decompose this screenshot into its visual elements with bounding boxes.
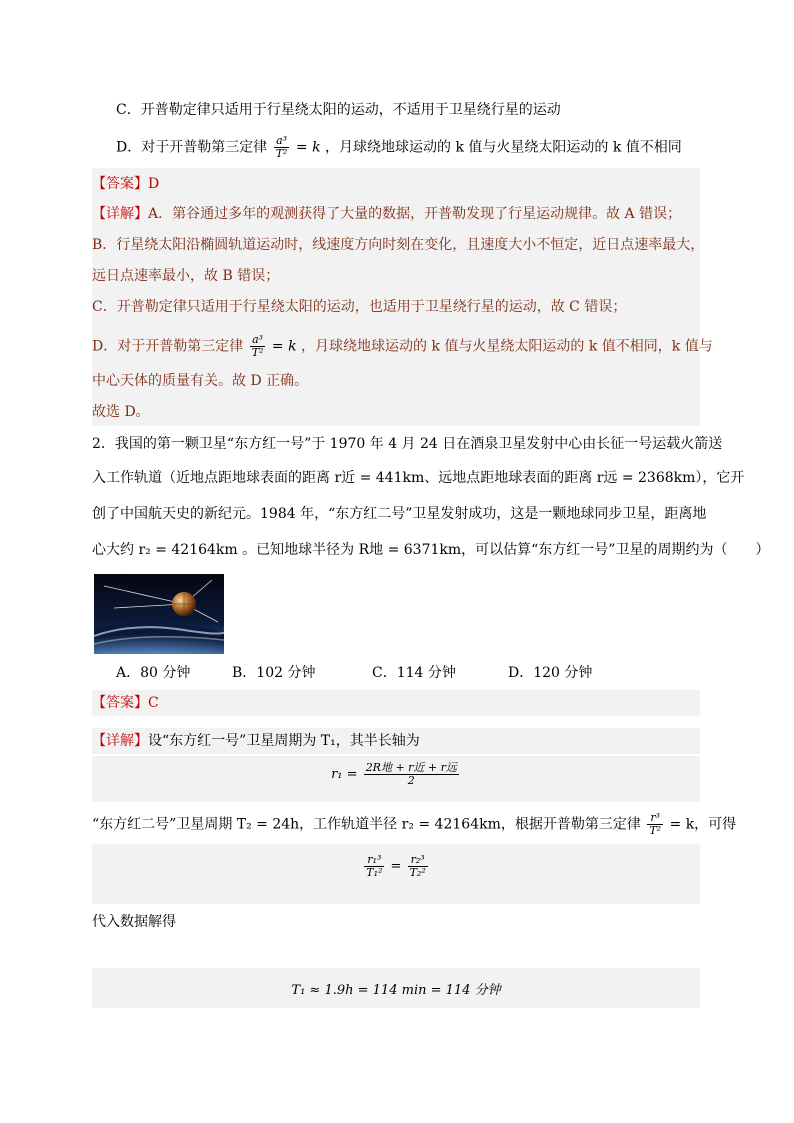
q2-answer-shade [92,690,700,716]
q1-detail-label: 【详解】 [92,206,148,222]
q1-answer-label: 【答案】D [92,176,160,192]
eq1-num: 2R地 + r近 + r远 [365,761,457,774]
q2-option-c: C．114 分钟 [372,665,456,681]
q2-substitute: 代入数据解得 [92,914,176,930]
kepler-formula-detail-den: T² [251,346,264,359]
kepler-formula-r-num: r³ [647,812,663,825]
q1-option-d-prefix: D．对于开普勒第三定律 [116,139,268,156]
q2-stem-line3: 创了中国航天史的新纪元。1984 年，“东方红二号”卫星发射成功，这是一颗地球同步卫星，距离地 [92,506,707,522]
q2-detail-intro-text: 设“东方红一号”卫星周期为 T₁，其半长轴为 [148,733,420,749]
kepler-formula-den: T² [275,147,288,160]
q2-detail-line2-text: “东方红二号”卫星周期 T₂ = 24h，工作轨道半径 r₂ = 42164km，根据开普勒第三定律 [92,816,641,833]
satellite-image [94,574,224,654]
eq1-fraction [364,762,459,787]
eq2-left-den: T₁² [366,866,383,879]
kepler-formula-num: a³ [274,135,290,148]
q1-detail-d1-suffix: ，月球绕地球运动的 k 值与火星绕太阳运动的 k 值不相同，k 值与 [301,338,713,355]
kepler-formula-detail-rhs: = k [271,338,297,355]
q1-conclusion: 故选 D。 [92,404,150,420]
kepler-formula [274,135,290,160]
q2-stem-line1: 2．我国的第一颗卫星“东方红一号”于 1970 年 4 月 24 日在酒泉卫星发射中心由长征一号运载火箭送 [92,436,723,452]
q1-option-d-suffix: ，月球绕地球运动的 k 值与火星绕太阳运动的 k 值不相同 [325,139,682,156]
q2-option-b: B．102 分钟 [232,665,316,681]
q2-stem-line2: 入工作轨道（近地点距地球表面的距离 r近 = 441km、远地点距地球表面的距离 r远 = 2368km），它开 [92,470,745,486]
kepler-formula-r-den: T² [649,824,662,837]
q1-detail-d1 [92,334,713,359]
q2-stem-line4: 心大约 r₂ = 42164km 。已知地球半径为 R地 = 6371km，可以估算“东方红一号”卫星的周期约为（ ） [92,542,770,558]
q1-detail-b2: 远日点速率最小，故 B 错误； [92,268,280,284]
eq2-right-num: r₂³ [408,854,428,867]
q1-detail-d1-prefix: D．对于开普勒第三定律 [92,338,244,355]
q2-option-a: A．80 分钟 [116,665,191,681]
kepler-formula-rhs: = k [295,139,321,156]
eq-semi-major-axis [92,762,700,787]
eq1-den: 2 [407,774,415,787]
q1-detail-c: C．开普勒定律只适用于行星绕太阳的运动，也适用于卫星绕行星的运动，故 C 错误； [92,299,627,315]
eq-result: T₁ ≈ 1.9h = 114 min = 114 分钟 [291,983,501,998]
kepler-formula-detail [250,334,266,359]
q2-detail-line2-suffix: = k，可得 [669,816,737,833]
q2-detail-line2 [92,812,736,837]
eq2-right-den: T₂² [409,866,426,879]
q1-detail-b1: B．行星绕太阳沿椭圆轨道运动时，线速度方向时刻在变化，且速度大小不恒定，近日点速率最大， [92,237,705,253]
eq2-right [408,854,428,879]
q2-answer-label: 【答案】C [92,695,159,711]
eq2-left [364,854,384,879]
q1-option-c: C．开普勒定律只适用于行星绕太阳的运动，不适用于卫星绕行星的运动 [116,102,561,118]
eq2-left-num: r₁³ [364,854,384,867]
q2-option-d: D．120 分钟 [508,665,593,681]
q1-option-d [116,135,682,160]
q2-detail-label: 【详解】 [92,733,148,749]
kepler-formula-r [647,812,663,837]
kepler-formula-detail-num: a³ [250,334,266,347]
q1-detail-a-text: A．第谷通过多年的观测获得了大量的数据，开普勒发现了行星运动规律。故 A 错误； [148,206,682,222]
q1-detail-a [92,204,681,224]
eq1-lhs: r₁ = [331,767,358,782]
q2-detail-intro [92,731,420,751]
eq-kepler-ratio: $\frac{\text{r₁³}}{\text{T₁²}}$ = $\frac{\text{r₂³}}{\text{T₂²}}$ [366,853,426,879]
q1-detail-d2: 中心天体的质量有关。故 D 正确。 [92,373,309,389]
